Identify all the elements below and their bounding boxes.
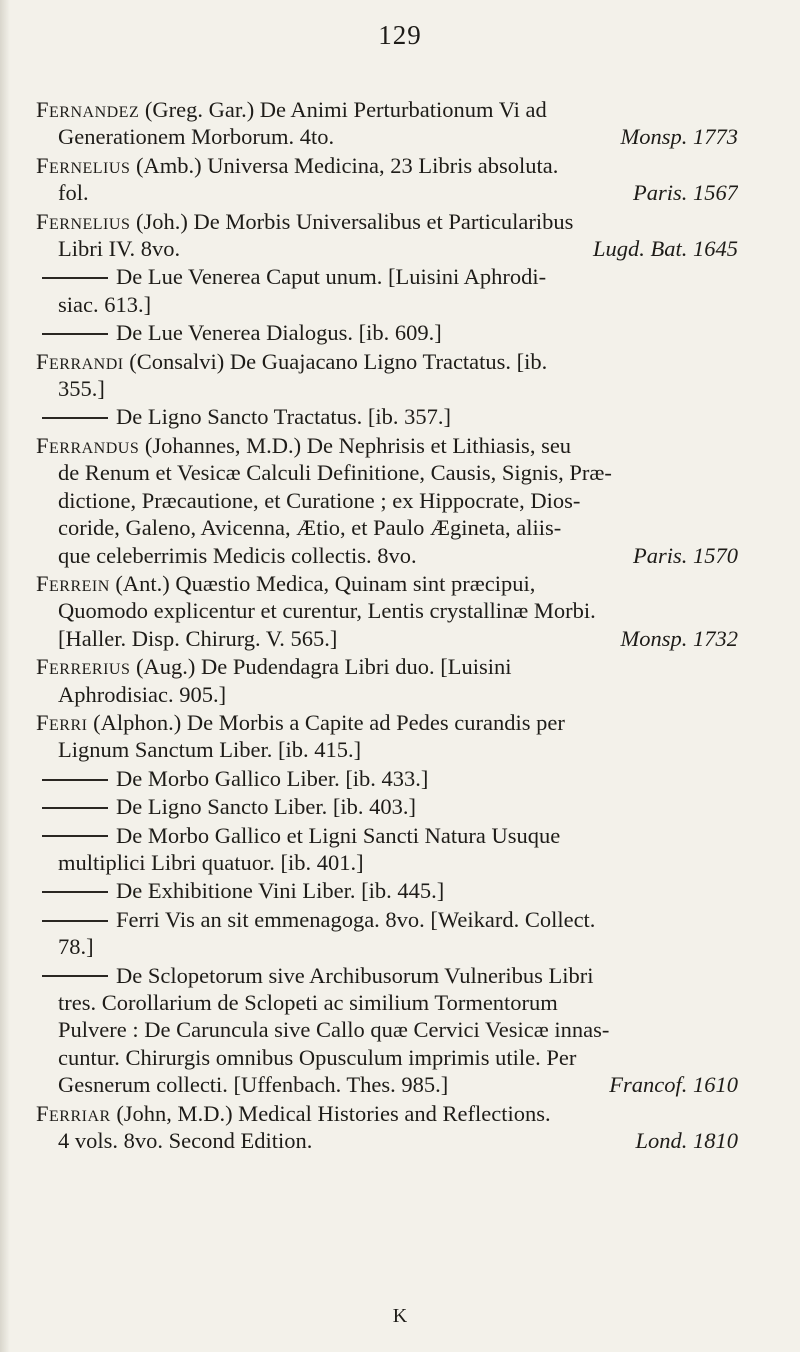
entry-text: cuntur. Chirurgis omnibus Opusculum imprimis utile. Per [58, 1044, 577, 1070]
ditto-dash [42, 333, 108, 335]
entry-continuation-line [36, 375, 738, 402]
entry-text: Quomodo explicentur et curentur, Lentis crystallinæ Morbi. [58, 598, 596, 624]
entry-imprint: Francof. 1610 [609, 1072, 738, 1098]
entry-imprint: Lugd. Bat. 1645 [592, 236, 738, 262]
entry-continuation-line [36, 514, 738, 541]
entry-first-line [36, 319, 738, 346]
catalogue-entry [36, 208, 738, 263]
catalogue-entry [36, 709, 738, 764]
entry-text: Ferri Vis an sit emmenagoga. 8vo. [Weikard. Collect. [116, 906, 596, 932]
catalogue-entry [36, 403, 738, 430]
entry-text: (Greg. Gar.) De Animi Perturbationum Vi ad [144, 97, 547, 122]
entry-first-line [36, 348, 738, 375]
entry-first-line [36, 208, 738, 235]
entry-imprint: Paris. 1570 [632, 542, 738, 568]
entry-text: fol. [58, 180, 89, 206]
entry-text: tres. Corollarium de Sclopeti ac similium Tormentorum [58, 990, 558, 1015]
catalogue-entry [36, 962, 738, 1099]
ditto-dash [42, 891, 108, 893]
entry-text: Pulvere : De Caruncula sive Callo quæ Cervici Vesicæ innas- [58, 1017, 610, 1043]
entry-text: Aphrodisiac. 905.] [58, 681, 227, 707]
catalogue-entry [36, 906, 738, 961]
catalogue-entry [36, 877, 738, 904]
entry-text: Gesnerum collecti. [Uffenbach. Thes. 985.] [58, 1072, 449, 1098]
entry-continuation-line [36, 597, 738, 624]
ditto-dash [42, 779, 108, 781]
entry-first-line [36, 709, 738, 736]
entry-text: De Sclopetorum sive Archibusorum Vulneribus Libri [116, 962, 594, 988]
entry-author-head: Ferrein [36, 570, 110, 596]
entry-list [36, 96, 738, 1155]
entry-author-head: Fernelius [36, 208, 131, 234]
entry-text: De Morbo Gallico et Ligni Sancti Natura Usuque [116, 822, 561, 848]
entry-text: (John, M.D.) Medical Histories and Reflections. [116, 1100, 551, 1126]
entry-first-line [36, 793, 738, 820]
catalogue-entry [36, 822, 738, 877]
entry-first-line [36, 962, 738, 989]
entry-first-line [36, 432, 738, 459]
entry-text: dictione, Præcautione, et Curatione ; ex Hippocrate, Dios- [58, 487, 581, 513]
catalogue-entry [36, 152, 738, 207]
entry-first-line [36, 263, 738, 290]
entry-text: multiplici Libri quatuor. [ib. 401.] [58, 849, 364, 875]
catalogue-entry [36, 432, 738, 569]
entry-text: Lignum Sanctum Liber. [ib. 415.] [58, 737, 362, 763]
entry-author-head: Ferrandus [36, 432, 140, 458]
entry-author-head: Fernandez [36, 97, 140, 122]
entry-continuation-line [36, 933, 738, 960]
entry-first-line [36, 877, 738, 904]
entry-first-line [36, 570, 738, 597]
ditto-dash [42, 835, 108, 837]
entry-text: 355.] [58, 376, 105, 402]
entry-author-head: Ferrandi [36, 348, 124, 374]
entry-text: (Alphon.) De Morbis a Capite ad Pedes curandis per [93, 709, 565, 735]
entry-text: (Ant.) Quæstio Medica, Quinam sint præcipui, [115, 570, 536, 596]
ditto-dash [42, 920, 108, 922]
entry-first-line [36, 96, 738, 123]
entry-continuation-line [36, 459, 738, 486]
entry-text: [Haller. Disp. Chirurg. V. 565.] [58, 625, 338, 651]
ditto-dash [42, 975, 108, 977]
entry-text: (Aug.) De Pudendagra Libri duo. [Luisini [135, 654, 512, 680]
catalogue-entry [36, 348, 738, 403]
entry-continuation-line [36, 1127, 738, 1154]
catalogue-entry [36, 319, 738, 346]
entry-author-head: Fernelius [36, 152, 131, 178]
entry-first-line [36, 906, 738, 933]
catalogue-entry [36, 793, 738, 820]
catalogue-entry [36, 96, 738, 151]
entry-text: de Renum et Vesicæ Calculi Definitione, Causis, Signis, Præ- [58, 460, 612, 486]
catalogue-entry [36, 570, 738, 652]
entry-author-head: Ferri [36, 709, 88, 735]
entry-text: De Morbo Gallico Liber. [ib. 433.] [116, 765, 429, 791]
entry-first-line [36, 403, 738, 430]
entry-continuation-line [36, 487, 738, 514]
entry-text: 78.] [58, 934, 94, 960]
entry-continuation-line [36, 542, 738, 569]
ditto-dash [42, 417, 108, 419]
entry-text: (Joh.) De Morbis Universalibus et Particularibus [135, 208, 574, 234]
signature-mark: K [392, 1305, 408, 1327]
entry-continuation-line [36, 1071, 738, 1098]
entry-text: 4 vols. 8vo. Second Edition. [58, 1128, 313, 1154]
entry-text: (Johannes, M.D.) De Nephrisis et Lithiasis, seu [144, 432, 572, 458]
entry-continuation-line [36, 179, 738, 206]
entry-continuation-line [36, 1044, 738, 1071]
catalogue-entry [36, 263, 738, 318]
entry-imprint: Lond. 1810 [635, 1128, 738, 1154]
entry-text: De Lue Venerea Dialogus. [ib. 609.] [116, 320, 442, 346]
catalogue-entry [36, 653, 738, 708]
entry-continuation-line [36, 235, 738, 262]
entry-text: De Ligno Sancto Tractatus. [ib. 357.] [116, 404, 451, 430]
entry-continuation-line [36, 625, 738, 652]
entry-continuation-line [36, 1016, 738, 1043]
entry-text: que celeberrimis Medicis collectis. 8vo. [58, 542, 417, 568]
entry-author-head: Ferrerius [36, 654, 131, 680]
entry-continuation-line [36, 123, 738, 150]
page-number: 129 [378, 20, 422, 50]
entry-text: siac. 613.] [58, 291, 152, 317]
entry-text: Generationem Morborum. 4to. [58, 124, 335, 150]
entry-author-head: Ferriar [36, 1100, 111, 1126]
entry-continuation-line [36, 849, 738, 876]
ditto-dash [42, 807, 108, 809]
entry-imprint: Monsp. 1732 [620, 625, 738, 651]
entry-continuation-line [36, 681, 738, 708]
entry-text: De Lue Venerea Caput unum. [Luisini Aphrodi- [116, 264, 547, 290]
entry-text: Libri IV. 8vo. [58, 236, 181, 262]
entry-first-line [36, 765, 738, 792]
catalogue-entry [36, 1100, 738, 1155]
ditto-dash [42, 277, 108, 279]
entry-text: De Ligno Sancto Liber. [ib. 403.] [116, 794, 416, 820]
entry-text: (Amb.) Universa Medicina, 23 Libris absoluta. [135, 152, 559, 178]
entry-text: De Exhibitione Vini Liber. [ib. 445.] [116, 878, 445, 904]
entry-continuation-line [36, 291, 738, 318]
entry-first-line [36, 152, 738, 179]
entry-imprint: Paris. 1567 [632, 180, 738, 206]
entry-first-line [36, 822, 738, 849]
page-gutter-shadow [0, 0, 10, 1352]
entry-text: coride, Galeno, Avicenna, Ætio, et Paulo Ægineta, aliis- [58, 515, 562, 541]
entry-continuation-line [36, 736, 738, 763]
entry-imprint: Monsp. 1773 [620, 124, 738, 150]
catalogue-entry [36, 765, 738, 792]
entry-first-line [36, 653, 738, 680]
entry-first-line [36, 1100, 738, 1127]
entry-continuation-line [36, 989, 738, 1016]
entry-text: (Consalvi) De Guajacano Ligno Tractatus. [ib. [129, 348, 548, 374]
